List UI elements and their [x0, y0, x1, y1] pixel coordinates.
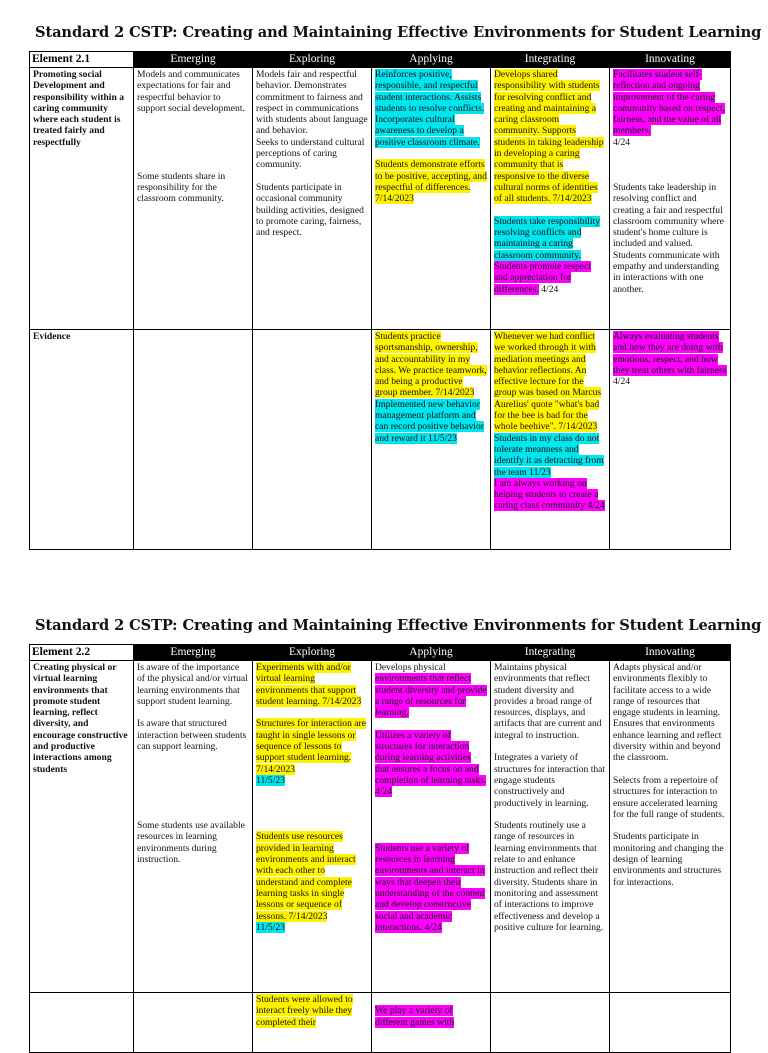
cell-text [494, 331, 606, 433]
rubric-table [29, 51, 731, 550]
cell-text: Students participate in monitoring and changing the design of learning environments and structures for interactions. [613, 831, 724, 888]
highlighted-text: Incorporates cultural awareness to develop a positive classroom climate. [375, 114, 480, 148]
cell-text [256, 775, 368, 786]
cell-text [494, 433, 606, 478]
cell-text: Students participate in occasional community building activities, designed to promote caring, fairness, and respect. [256, 181, 364, 239]
cell-emerging [134, 68, 253, 330]
header-integrating: Integrating [491, 52, 610, 68]
cell-exploring [253, 661, 372, 993]
highlighted-text: Students use a variety of resources in learning environments and interact in ways that deepen their understanding of the content and develop constructive social and academic interactions. 4/24 [375, 842, 485, 933]
highlighted-text: Utilizes a variety of structures for interaction during learning activities that ensures a focus on and completion of learning tasks. 4/24 [375, 729, 487, 798]
date-text: 4/24 [613, 136, 631, 148]
cell-text [256, 662, 368, 707]
element-label: Element 2.2 [30, 645, 134, 661]
highlighted-text: Students demonstrate efforts to be positive, accepting, and respectful of differences. 7/14/2023 [375, 159, 487, 205]
header-emerging: Emerging [134, 645, 253, 661]
cell-exploring [253, 330, 372, 550]
cell-applying [372, 661, 491, 993]
cell-text: Students take leadership in resolving conflict and creating a fair and respectful classroom community where student's home culture is included and valued. Students communicate with empathy and understanding in interactions with one another. [613, 181, 724, 295]
cell-text: Students routinely use a range of resources in learning environments that relate to and enhance instruction and reflect their diversity. Students share in monitoring and assessment of interactions to improve effectiveness and develop a positive culture for learning. [494, 820, 604, 933]
cell-text [375, 114, 487, 148]
header-applying: Applying [372, 645, 491, 661]
highlighted-text: Students use resources provided in learning environments and interact with each other to understand and complete learning tasks in single lessons or sequence of lessons. 7/14/2023 [256, 831, 356, 922]
cell-innovating [610, 68, 731, 330]
header-exploring: Exploring [253, 645, 372, 661]
row-label-evidence: Evidence [30, 330, 134, 550]
highlighted-text: Students take responsibility resolving conflicts and maintaining a caring classroom community. [494, 215, 601, 261]
cell-exploring [253, 993, 372, 1053]
highlighted-text: Develops shared responsibility with students for resolving conflict and creating and maintaining a caring classroom community. Supports students in taking leadership in developing a caring community that is responsive to the diverse cultural norms of identities of all students. 7/14/2023 [494, 69, 604, 205]
highlighted-text: I am always working on helping students to create a caring class community 4/24 [494, 477, 605, 512]
cell-innovating [610, 993, 731, 1053]
cell-text: Selects from a repertoire of structures for interaction to ensure accelerated learning for the full range of students. [613, 774, 725, 820]
highlighted-text: Facilitates student self-reflection and ongoing improvement of the caring community based on respect, fairness, and the value of all members. [613, 69, 725, 137]
cell-text: Models and communicates expectations for fair and respectful behavior to support social development. [137, 69, 245, 114]
cell-text [375, 1005, 487, 1028]
cell-text [256, 718, 368, 774]
cell-applying [372, 993, 491, 1053]
cell-text [375, 843, 487, 933]
highlighted-text: Students in my class do not tolerate meanness and identify it as detracting from the team 11/23 [494, 432, 604, 478]
highlighted-text: Students promote respect and appreciation for differences. [494, 261, 591, 295]
cell-text: Maintains physical environments that reflect student diversity and provides a broad range of resources, displays, and artifacts that are current and integral to instruction. [494, 662, 602, 741]
cell-integrating [491, 993, 610, 1053]
cell-emerging [134, 330, 253, 550]
cell-text [375, 399, 487, 444]
highlighted-text: Always evaluating students and how they are doing with emotions, respect, and how they treat others with fairness [613, 331, 727, 376]
cell-text: Some students use available resources in learning environments during instruction. [137, 820, 245, 866]
row-label-evidence [30, 993, 134, 1053]
cell-text [375, 69, 487, 114]
highlighted-text: 11/5/23 [256, 921, 285, 933]
cell-emerging [134, 993, 253, 1053]
cell-text: Adapts physical and/or environments flexibly to facilitate access to a wide range of resources that engage students in learning. Ensures that environments enhance learning and reflect diversity within and beyond the classroom. [613, 662, 722, 764]
highlighted-text: Structures for interaction are taught in single lessons or sequence of lessons to support student learning. 7/14/2023 [256, 718, 367, 775]
cell-applying [372, 330, 491, 550]
header-innovating: Innovating [610, 52, 731, 68]
cell-text [375, 662, 487, 718]
cell-text [256, 922, 368, 933]
cell-text: Models fair and respectful behavior. Demonstrates commitment to fairness and respect in communications with students about language and behavior. [256, 69, 368, 137]
cell-text [375, 159, 487, 204]
highlighted-text: Whenever we had conflict we worked through it with mediation meetings and behavior reflections. An effective lecture for the group was based on Marcus Aurelius' quote "what's bad for the bee is bad for the whole beehive". 7/14/2023 [494, 331, 602, 433]
cell-text [256, 994, 368, 1028]
cell-text [613, 331, 727, 376]
cell-text [256, 831, 368, 921]
cell-text [494, 216, 606, 295]
cell-integrating [491, 661, 610, 993]
cell-text: Integrates a variety of structures for interaction that engage students constructively and productively in learning. [494, 752, 606, 809]
highlighted-text: Reinforces positive, responsible, and respectful student interactions. Assists students to resolve conflicts. [375, 69, 485, 114]
cell-text: Develops physical [375, 662, 446, 673]
cell-text [613, 69, 727, 137]
header-innovating: Innovating [610, 645, 731, 661]
cell-text: Some students share in responsibility for the classroom community. [137, 170, 226, 205]
cell-text: Is aware of the importance of the physical and/or virtual learning environments that support student learning. [137, 662, 248, 707]
rubric-table [29, 644, 731, 1053]
cell-emerging [134, 661, 253, 993]
cell-integrating [491, 68, 610, 330]
highlighted-text: Students were allowed to interact freely while they completed their [256, 994, 353, 1028]
cell-text [494, 69, 606, 205]
cell-applying [372, 68, 491, 330]
cell-text [375, 331, 487, 399]
date-text: 4/24 [613, 376, 631, 388]
highlighted-text: We play a variety of different games with [375, 1005, 455, 1028]
cell-text [375, 730, 487, 798]
header-exploring: Exploring [253, 52, 372, 68]
highlighted-text: 11/5/23 [256, 774, 285, 786]
row-label: Creating physical or virtual learning environments that promote student learning, reflect diversity, and encourage constructive and productive interactions among students [30, 661, 134, 993]
cell-integrating [491, 330, 610, 550]
standard-title: Standard 2 CSTP: Creating and Maintaining Effective Environments for Student Learning [35, 24, 762, 41]
highlighted-text: Students practice sportsmanship, ownership, and accountability in my class. We practice teamwork, and being a productive group member. 7/14/2023 [375, 331, 487, 399]
cell-innovating [610, 330, 731, 550]
highlighted-text: environments that reflect student diversity and provide a range of resources for learning. [375, 673, 487, 719]
row-label: Promoting social Development and responsibility within a caring community where each student is treated fairly and respectfully [30, 68, 134, 330]
cell-exploring [253, 68, 372, 330]
date-text: 4/24 [538, 283, 559, 295]
header-emerging: Emerging [134, 52, 253, 68]
cell-text [494, 478, 606, 512]
header-integrating: Integrating [491, 645, 610, 661]
cell-text: Seeks to understand cultural perceptions of caring community. [256, 136, 365, 171]
standard-title: Standard 2 CSTP: Creating and Maintaining Effective Environments for Student Learning [35, 617, 762, 634]
header-applying: Applying [372, 52, 491, 68]
cell-innovating [610, 661, 731, 993]
element-label: Element 2.1 [30, 52, 134, 68]
cell-text: Is aware that structured interaction between students can support learning. [137, 718, 247, 753]
highlighted-text: Experiments with and/or virtual learning environments that support student learning. 7/14/2023 [256, 662, 362, 707]
highlighted-text: Implemented new behavior management platform and can record positive behavior and reward it 11/5/23 [375, 398, 484, 444]
